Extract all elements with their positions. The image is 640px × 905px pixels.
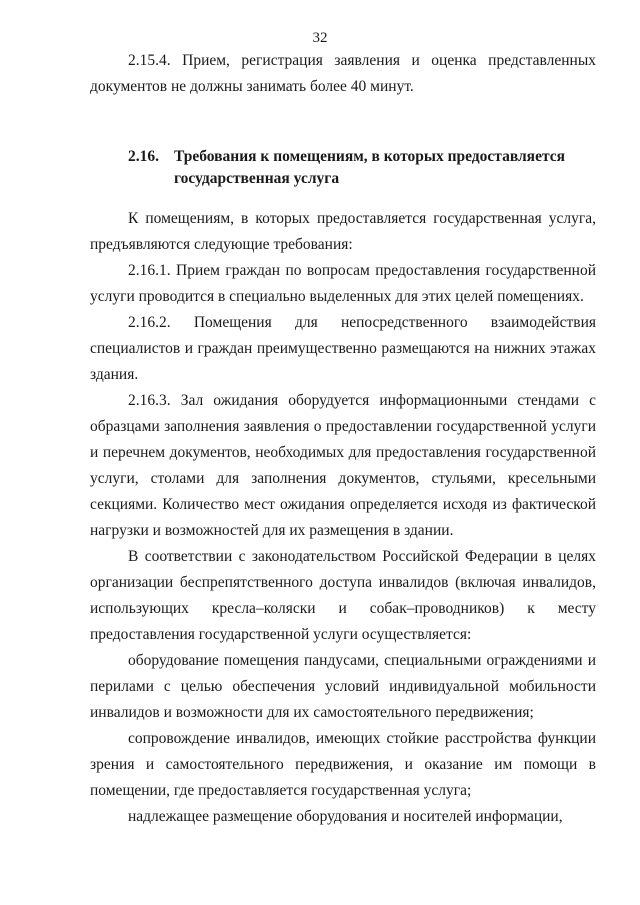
paragraph-accessibility: В соответствии с законодательством Российской Федерации в целях организации беспрепятственного доступа инвалидов (включая инвалидов, использующих кресла–коляски и собак–проводников) к месту предоставления государственной услуги осуществляется: — [90, 548, 596, 643]
paragraph-2-15-4: 2.15.4. Прием, регистрация заявления и оценка представленных документов не должны занимать более 40 минут. — [90, 52, 596, 95]
paragraph-intro: К помещениям, в которых предоставляется государственная услуга, предъявляются следующие требования: — [90, 210, 596, 253]
paragraph-escort: сопровождение инвалидов, имеющих стойкие расстройства функции зрения и самостоятельного передвижения, и оказание им помощи в помещении, где предоставляется государственная услуга; — [90, 730, 596, 799]
paragraph-equipment: надлежащее размещение оборудования и носителей информации, — [128, 808, 563, 825]
paragraph-2-16-1: 2.16.1. Прием граждан по вопросам предоставления государственной услуги проводится в специально выделенных для этих целей помещениях. — [90, 262, 596, 305]
heading-line-1: Требования к помещениям, в которых предоставляется — [174, 148, 566, 165]
heading-number: 2.16. — [128, 148, 159, 165]
paragraph-2-16-2: 2.16.2. Помещения для непосредственного взаимодействия специалистов и граждан преимущественно размещаются на нижних этажах здания. — [90, 314, 596, 383]
page-number: 32 — [312, 30, 328, 46]
paragraph-2-16-3: 2.16.3. Зал ожидания оборудуется информационными стендами с образцами заполнения заявления о предоставлении государственной услуги и перечнем документов, необходимых для предоставления государственной услуги, столами для заполнения документов, стульями, кресельными секциями. Количество мест ожидания определяется исходя из фактической нагрузки и возможностей для их размещения в здании. — [90, 392, 596, 539]
heading-line-2: государственная услуга — [174, 170, 340, 187]
paragraph-ramps: оборудование помещения пандусами, специальными ограждениями и перилами с целью обеспечения условий индивидуальной мобильности инвалидов и возможности для их самостоятельного передвижения; — [90, 652, 596, 721]
section-heading-2-16 — [128, 146, 596, 190]
